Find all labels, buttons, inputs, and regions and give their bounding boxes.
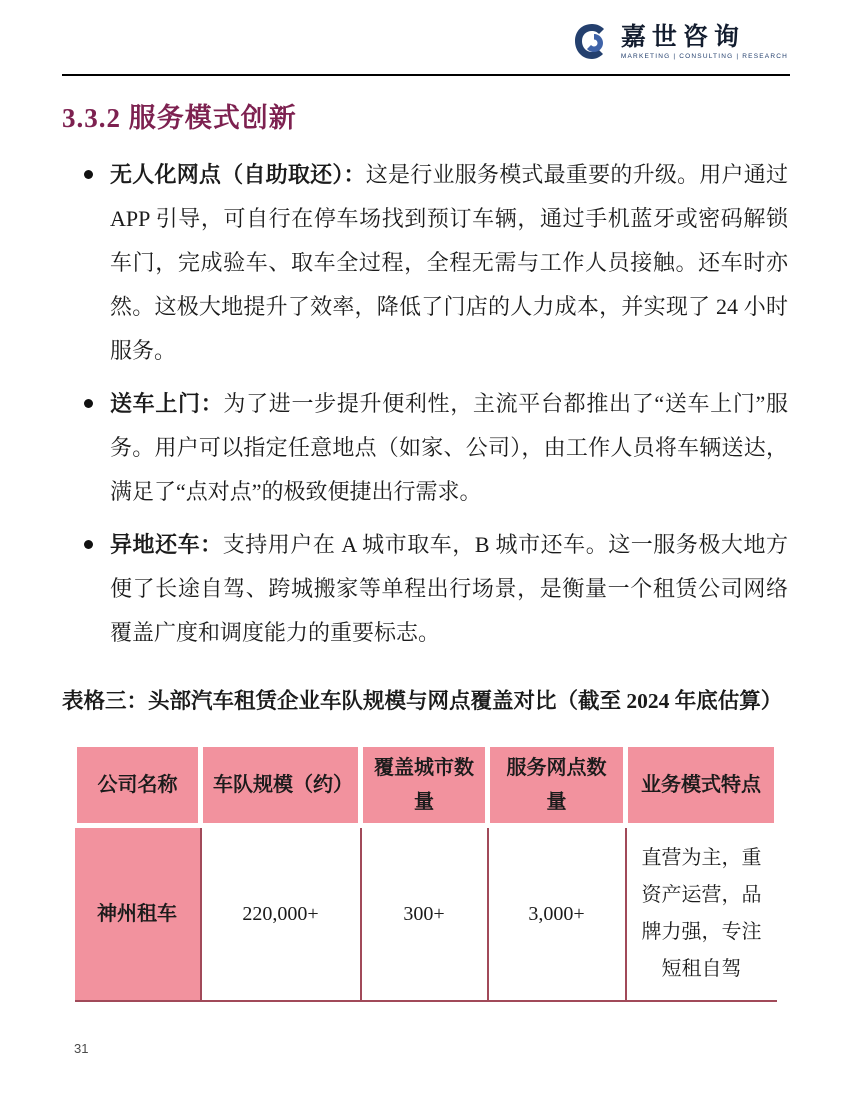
table-header-row bbox=[75, 744, 777, 825]
bullet-list bbox=[62, 153, 788, 655]
bullet-dot-icon bbox=[84, 399, 93, 408]
logo-text-block bbox=[621, 24, 788, 61]
column-header-fleet: 车队规模（约） bbox=[201, 744, 361, 825]
company-logo bbox=[572, 22, 788, 62]
main-content bbox=[62, 96, 788, 1002]
bullet-dot-icon bbox=[84, 170, 93, 179]
page-header bbox=[62, 22, 788, 66]
list-item bbox=[62, 153, 788, 373]
section-heading: 3.3.2 服务模式创新 bbox=[62, 103, 297, 133]
column-header-outlets: 服务网点数量 bbox=[488, 744, 626, 825]
column-header-model: 业务模式特点 bbox=[626, 744, 777, 825]
bullet-body-text: 为了进一步提升便利性，主流平台都推出了“送车上门”服务。用户可以指定任意地点（如家、公司），由工作人员将车辆送达，满足了“点对点”的极致便捷出行需求。 bbox=[110, 391, 788, 504]
bullet-body-text: 支持用户在 A 城市取车，B 城市还车。这一服务极大地方便了长途自驾、跨城搬家等单程出行场景，是衡量一个租赁公司网络覆盖广度和调度能力的重要标志。 bbox=[110, 532, 788, 645]
fleet-comparison-table bbox=[72, 742, 779, 1003]
bullet-body-text: 这是行业服务模式最重要的升级。用户通过 APP 引导，可自行在停车场找到预订车辆，通过手机蓝牙或密码解锁车门，完成验车、取车全过程，全程无需与工作人员接触。还车时亦然。这极大地提升了效率，降低了门店的人力成本，并实现了 24 小时服务。 bbox=[110, 162, 788, 363]
page-number: 31 bbox=[74, 1041, 89, 1056]
cell-model: 直营为主，重资产运营，品牌力强，专注短租自驾 bbox=[626, 825, 777, 1001]
table-caption: 表格三：头部汽车租赁企业车队规模与网点覆盖对比（截至 2024 年底估算） bbox=[62, 689, 783, 713]
column-header-cities: 覆盖城市数量 bbox=[361, 744, 488, 825]
header-divider-line bbox=[62, 74, 790, 76]
cell-fleet: 220,000+ bbox=[201, 825, 361, 1001]
bullet-lead-text: 异地还车： bbox=[110, 532, 223, 557]
bullet-dot-icon bbox=[84, 540, 93, 549]
logo-icon bbox=[572, 22, 612, 62]
table-row bbox=[75, 825, 777, 1001]
bullet-lead-text: 无人化网点（自助取还）： bbox=[110, 162, 366, 187]
cell-cities: 300+ bbox=[361, 825, 488, 1001]
column-header-company: 公司名称 bbox=[75, 744, 201, 825]
logo-tagline: MARKETING | CONSULTING | RESEARCH bbox=[620, 53, 788, 61]
list-item bbox=[62, 382, 788, 514]
cell-outlets: 3,000+ bbox=[488, 825, 626, 1001]
cell-company: 神州租车 bbox=[75, 825, 201, 1001]
bullet-lead-text: 送车上门： bbox=[110, 391, 224, 416]
logo-brand-name: 嘉世咨询 bbox=[620, 23, 745, 51]
list-item bbox=[62, 523, 788, 655]
